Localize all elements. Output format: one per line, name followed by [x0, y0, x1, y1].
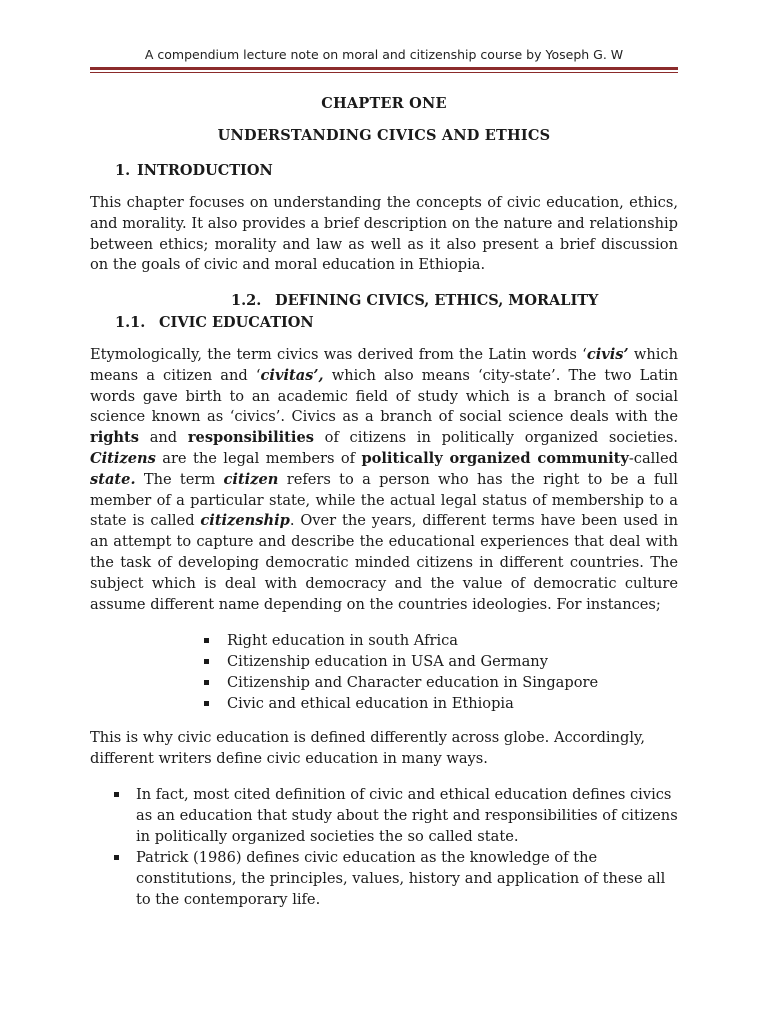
text-run: Etymologically, the term civics was derived from the Latin words ‘ [90, 346, 587, 363]
introduction-number: 1. [115, 162, 131, 179]
term-citizenship: citizenship [200, 512, 290, 530]
introduction-heading [115, 162, 273, 179]
running-header: A compendium lecture note on moral and citizenship course by Yoseph G. W [144, 47, 624, 62]
chapter-label: CHAPTER ONE [321, 95, 447, 112]
section-1-1-heading-text: CIVIC EDUCATION [159, 314, 314, 331]
text-run: which also means ‘city-state’. The two Latin words gave birth to an academic field of study which is a branch of social science known as ‘civics’. Civics as a branch of social science deals with the [90, 366, 679, 426]
text-run: refers to a person who has the right to be a full member of a particular state, while the actual legal status of membership to a state is called [90, 470, 678, 530]
list-item: Civic and ethical education in Ethiopia [204, 693, 664, 714]
text-run: are the legal members of [155, 449, 362, 467]
text-run: . Over the years, different terms have been used in an attempt to capture and describe the educational experiences that deal with the task of developing democratic minded citizens in different countries. The subject which is deal with democracy and the value of democratic culture assume different name depending on the countries ideologies. For instances; [90, 512, 678, 613]
section-1-1-number: 1.1. [115, 314, 146, 331]
introduction-paragraph: This chapter focuses on understanding the concepts of civic education, ethics, and morality. It also provides a brief description on the nature and relationship between ethics; morality and law as well as it also present a brief discussion on the goals of civic and moral education in Ethiopia. [90, 194, 678, 274]
header-rule-thin [90, 72, 678, 73]
list-item: In fact, most cited definition of civic and ethical education defines civics as an education that study about the right and responsibilities of citizens in politically organized societies the so called state. [114, 784, 680, 847]
term-responsibilities: responsibilities [187, 429, 314, 447]
list-item: Citizenship and Character education in Singapore [204, 672, 664, 693]
examples-list [204, 630, 664, 714]
chapter-title: UNDERSTANDING CIVICS AND ETHICS [217, 127, 551, 144]
list-item: Patrick (1986) defines civic education as the knowledge of the constitutions, the principles, values, history and application of these all to the contemporary life. [114, 847, 680, 910]
term-civitas: civitas’, [260, 366, 324, 384]
term-state: state. [90, 470, 136, 488]
text-run: which means a citizen and ‘ [90, 346, 678, 384]
term-citizen: citizen [223, 470, 279, 488]
header-rule-thick [90, 67, 678, 70]
introduction-heading-text: INTRODUCTION [137, 162, 273, 179]
list-item: Citizenship education in USA and Germany [204, 651, 664, 672]
text-run: of citizens in politically organized societies. [313, 429, 678, 447]
section-1-2-number: 1.2. [231, 292, 262, 309]
text-run: -called [628, 449, 678, 467]
section-1-2-heading [231, 292, 598, 309]
term-rights: rights [90, 429, 140, 447]
term-citizens: Citizens [90, 449, 156, 467]
section-1-2-heading-text: DEFINING CIVICS, ETHICS, MORALITY [275, 292, 599, 309]
text-run: The term [135, 470, 224, 488]
term-politically-organized-community: politically organized community [361, 449, 629, 467]
section-1-1-heading [115, 314, 314, 331]
defined-differently-paragraph: This is why civic education is defined differently across globe. Accordingly, different writers define civic education in many ways. [90, 729, 645, 767]
civic-education-paragraph [90, 345, 678, 615]
term-civis: civis’ [586, 346, 629, 363]
text-run: and [139, 429, 188, 447]
definitions-list [114, 784, 680, 910]
list-item: Right education in south Africa [204, 630, 664, 651]
